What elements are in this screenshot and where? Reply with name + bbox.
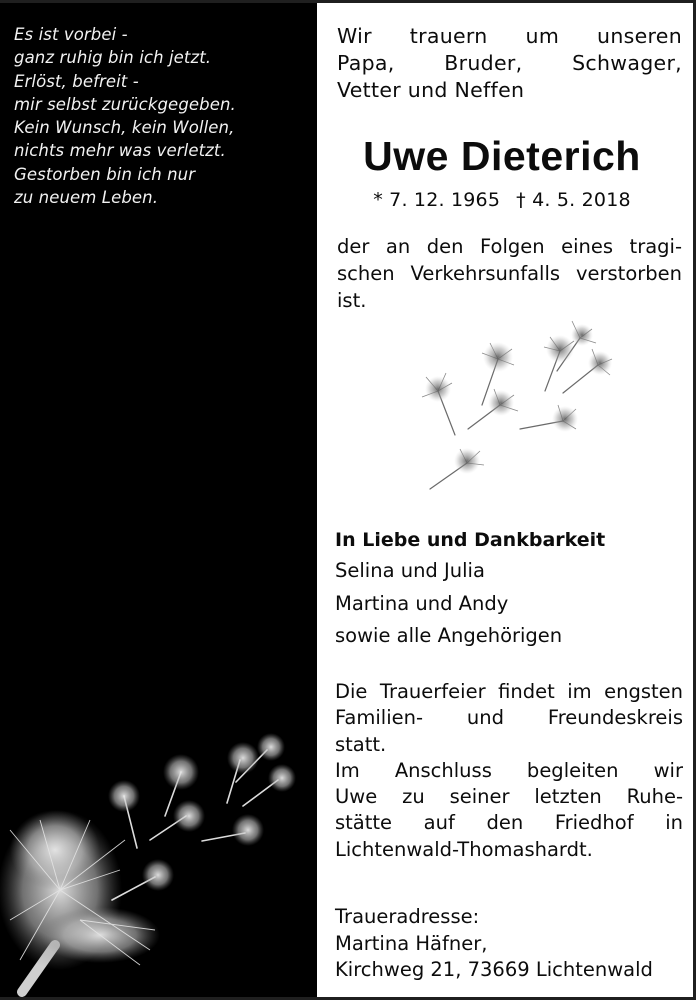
cause-line: der an den Folgen eines tragi- xyxy=(337,235,682,258)
mourner: sowie alle Angehörigen xyxy=(335,624,563,647)
address-name: Martina Häfner, xyxy=(335,931,488,955)
address-street-city: Kirchweg 21, 73669 Lichtenwald xyxy=(335,958,653,981)
birth-date: * 7. 12. 1965 xyxy=(373,189,501,211)
cause-line: schen Verkehrsunfalls verstorben xyxy=(337,262,682,285)
mourning-address xyxy=(335,904,683,984)
intro-line: Wir trauern um unseren xyxy=(337,24,682,48)
poem-line: Erlöst, befreit - xyxy=(14,71,139,91)
obituary-text-panel xyxy=(317,3,693,997)
intro-text xyxy=(337,23,682,104)
poem-line: mir selbst zurückgegeben. xyxy=(14,94,236,114)
poem-line: Es ist vorbei - xyxy=(14,25,128,44)
intro-line: Vetter und Neffen xyxy=(337,78,525,102)
dandelion-seeds-image xyxy=(400,313,620,503)
ceremony-line: Die Trauerfeier findet im engsten xyxy=(335,680,683,703)
cause-line: ist. xyxy=(337,289,367,312)
poem xyxy=(14,23,236,209)
ceremony-line: Familien- und Freundeskreis xyxy=(335,706,683,730)
poem-line: zu neuem Leben. xyxy=(14,188,159,208)
deceased-name: Uwe Dieterich xyxy=(363,133,641,179)
poem-line: Gestorben bin ich nur xyxy=(14,164,196,184)
poem-line: ganz ruhig bin ich jetzt. xyxy=(14,48,212,68)
ceremony-line: Lichtenwald-Thomashardt. xyxy=(335,837,593,861)
ceremony-line: Uwe zu seiner letzten Ruhe- xyxy=(335,785,683,809)
ceremony-line: statt. xyxy=(335,732,387,756)
mourner: Selina und Julia xyxy=(335,559,485,582)
mourner: Martina und Andy xyxy=(335,591,509,615)
obituary-frame xyxy=(0,3,693,997)
poem-line: Kein Wunsch, kein Wollen, xyxy=(14,118,235,138)
intro-line: Papa, Bruder, Schwager, xyxy=(337,51,682,75)
left-panel xyxy=(0,3,315,997)
mourners-list xyxy=(335,525,680,653)
poem-line: nichts mehr was verletzt. xyxy=(14,141,226,161)
ceremony-text xyxy=(335,679,683,863)
mourners-heading: In Liebe und Dankbarkeit xyxy=(335,529,606,551)
life-dates xyxy=(337,187,667,213)
ceremony-line: stätte auf den Friedhof in xyxy=(335,811,683,835)
dandelion-image xyxy=(0,720,315,997)
address-label: Traueradresse: xyxy=(335,905,480,928)
death-date: † 4. 5. 2018 xyxy=(516,189,631,211)
ceremony-line: Im Anschluss begleiten wir xyxy=(335,758,683,782)
cause-of-death-text xyxy=(337,233,682,314)
